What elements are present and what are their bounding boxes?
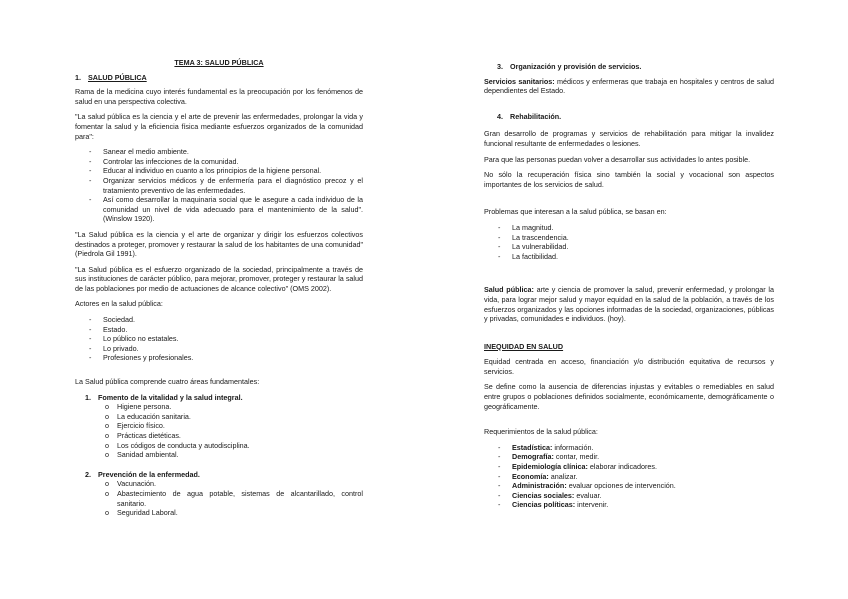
list-item: o Seguridad Laboral.: [105, 508, 363, 518]
area-number: 3.: [497, 62, 503, 71]
list-item: o Abastecimiento de agua potable, sistemas de alcantarillado, control sanitario.: [105, 489, 363, 508]
area-2-list: [75, 479, 363, 517]
list-item: [498, 481, 774, 491]
area-number: 4.: [497, 111, 503, 121]
paragraph: Requerimientos de la salud pública:: [484, 427, 598, 437]
list-item: [498, 443, 774, 453]
section-1-heading: [75, 73, 363, 83]
paragraph: Problemas que interesan a la salud pública, se basan en:: [484, 207, 667, 217]
paragraph: Rama de la medicina cuyo interés fundamental es la preocupación por los fenómenos de salud en una perspectiva colectiva.: [75, 87, 363, 106]
list-item: o Higiene persona.: [105, 402, 363, 412]
list-item: [498, 462, 774, 472]
list-item: - Sociedad.: [89, 315, 363, 325]
paragraph: "La Salud pública es la ciencia y el arte de organizar y dirigir los esfuerzos colectivos destinados a proteger, promover y restaurar la salud de los habitantes de una comunidad" (Piedrola Gil 1991).: [75, 229, 363, 259]
area-4-heading: [484, 112, 774, 122]
paragraph: La Salud pública comprende cuatro áreas fundamentales:: [75, 377, 260, 387]
actors-list: [75, 315, 363, 363]
list-item: o Sanidad ambiental.: [105, 450, 363, 460]
paragraph: "La Salud pública es el esfuerzo organizado de la sociedad, principalmente a través de sus instituciones de carácter público, para mejorar, promover, proteger y restaurar la salud de las poblaciones por medio de actuaciones de alcance colectivo" (OMS 2002).: [75, 264, 363, 293]
term-label: Servicios sanitarios:: [484, 76, 555, 86]
req-text: contar, medir.: [553, 452, 600, 462]
paragraph: No sólo la recuperación física sino también la social y vocacional son aspectos importantes de los servicios de salud.: [484, 170, 774, 189]
list-item: - Controlar las infecciones de la comunidad.: [89, 157, 363, 167]
req-text: elaborar indicadores.: [587, 462, 658, 472]
list-item: [498, 452, 774, 462]
list-item: - Lo privado.: [89, 344, 363, 354]
area-2-heading: [75, 470, 363, 480]
req-text: intervenir.: [575, 500, 609, 510]
term-text: arte y ciencia de promover la salud, prevenir enfermedad, y prolongar la vida, para lograr mejor salud y mayor equidad en la salud de la población, a través de los esfuerzos organizados y las opciones informadas de la sociedad, organizaciones, públicas y privadas, comunidades e individuos. (hoy).: [484, 285, 774, 324]
section-title: SALUD PÚBLICA: [88, 72, 147, 82]
req-label: Ciencias políticas:: [512, 500, 576, 510]
list-item: - Profesiones y profesionales.: [89, 353, 363, 363]
req-text: evaluar.: [574, 490, 602, 500]
list-item: o Prácticas dietéticas.: [105, 431, 363, 441]
req-label: Demografía:: [512, 452, 554, 462]
goals-list: [75, 147, 363, 224]
paragraph: Actores en la salud pública:: [75, 299, 163, 309]
definition-paragraph: [484, 285, 774, 323]
section-number: 1.: [75, 72, 81, 82]
req-label: Ciencias sociales:: [512, 490, 575, 500]
right-column: [484, 62, 774, 516]
req-label: Estadística:: [512, 442, 553, 452]
list-item: - Estado.: [89, 325, 363, 335]
list-item: - Educar al individuo en cuanto a los principios de la higiene personal.: [89, 166, 363, 176]
area-number: 2.: [85, 469, 91, 479]
req-text: analizar.: [548, 471, 578, 481]
list-item: - Organizar servicios médicos y de enfermería para el diagnóstico precoz y el tratamiento preventivo de las enfermedades.: [89, 176, 363, 195]
req-label: Economía:: [512, 471, 549, 481]
list-item: - La trascendencia.: [498, 233, 774, 243]
requirements-list: [484, 443, 774, 510]
req-label: Epidemiología clínica:: [512, 462, 588, 472]
area-1-list: [75, 402, 363, 460]
area-number: 1.: [85, 392, 91, 402]
list-item: - La vulnerabilidad.: [498, 242, 774, 252]
inequity-heading: INEQUIDAD EN SALUD: [484, 341, 564, 351]
area-title: Prevención de la enfermedad.: [98, 469, 200, 479]
list-item: - Sanear el medio ambiente.: [89, 147, 363, 157]
area-3-heading: [484, 62, 774, 72]
area-1-heading: [75, 393, 363, 403]
list-item: o Los códigos de conducta y autodisciplina.: [105, 441, 363, 451]
term-text: médicos y enfermeras que trabaja en hospitales y centros de salud dependientes del Estado.: [484, 76, 774, 96]
req-text: información.: [552, 442, 594, 452]
list-item: o Vacunación.: [105, 479, 363, 489]
paragraph: "La salud pública es la ciencia y el arte de prevenir las enfermedades, prolongar la vida y fomentar la salud y la eficiencia física mediante esfuerzos organizados de la comunidad para":: [75, 112, 363, 141]
list-item: [498, 472, 774, 482]
req-label: Administración:: [512, 481, 567, 491]
paragraph: Se define como la ausencia de diferencias injustas y evitables o remediables en salud entre grupos o poblaciones definidos socialmente, económicamente, demográficamente o geográficamente.: [484, 382, 774, 411]
area-title: Fomento de la vitalidad y la salud integral.: [98, 392, 243, 402]
list-item: - La factibilidad.: [498, 252, 774, 262]
left-column: [75, 58, 363, 524]
list-item: [498, 500, 774, 510]
page-title: TEMA 3: SALUD PÚBLICA: [174, 58, 264, 67]
problems-list: [484, 223, 774, 261]
area-title: Rehabilitación.: [510, 111, 562, 121]
list-item: - La magnitud.: [498, 223, 774, 233]
list-item: - Así como desarrollar la maquinaria social que le asegure a cada individuo de la comunidad un nivel de vida adecuado para el mantenimiento de la salud". (Winslow 1920).: [89, 195, 363, 224]
list-item: o Ejercicio físico.: [105, 421, 363, 431]
paragraph: Equidad centrada en acceso, financiación y/o distribución equitativa de recursos y servicios.: [484, 357, 774, 376]
area-title: Organización y provisión de servicios.: [510, 62, 642, 71]
req-text: evaluar opciones de intervención.: [566, 481, 676, 491]
list-item: [498, 491, 774, 501]
list-item: o La educación sanitaria.: [105, 412, 363, 422]
paragraph: Gran desarrollo de programas y servicios de rehabilitación para mitigar la invalidez funcional resultante de enfermedades o lesiones.: [484, 129, 774, 148]
term-label: Salud pública:: [484, 285, 534, 295]
paragraph: [484, 77, 774, 96]
paragraph: Para que las personas puedan volver a desarrollar sus actividades lo antes posible.: [484, 154, 751, 164]
list-item: - Lo público no estatales.: [89, 334, 363, 344]
